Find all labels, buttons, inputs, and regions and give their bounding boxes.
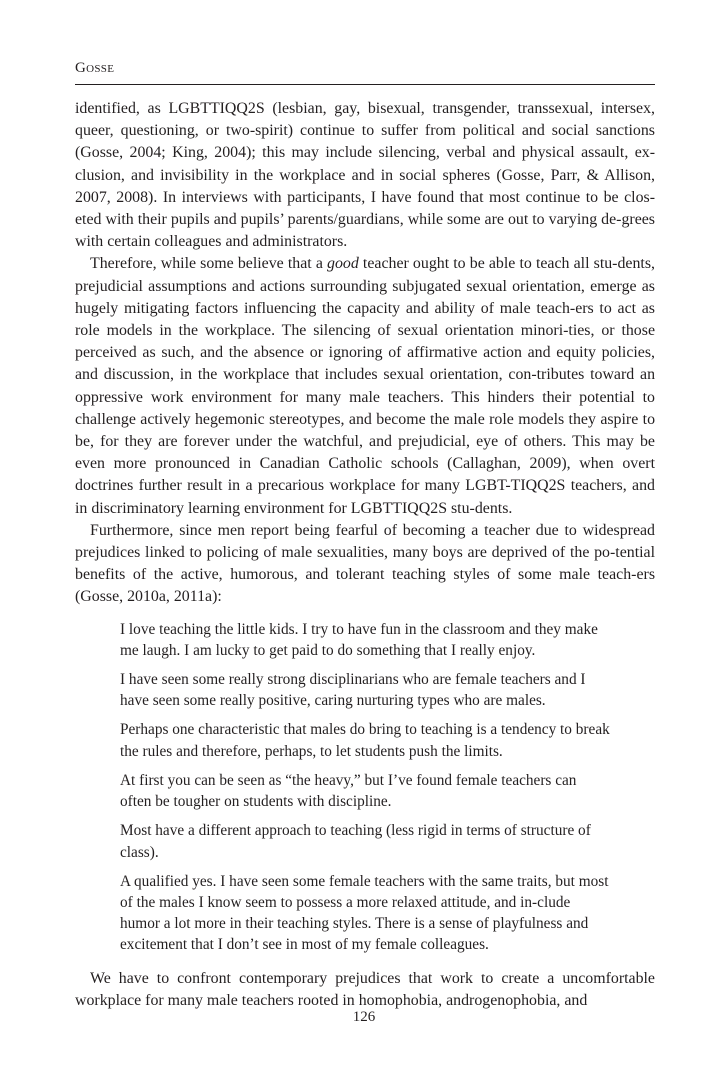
text-line: equity policies, and discussion, in the workplace that includes sexual orientation, con- [75, 344, 656, 384]
text-line: dents. [474, 499, 513, 517]
page-number: 126 [352, 1009, 376, 1025]
text-line: ers to act as role models in the workplace. The silencing of sexual orientation minori- [75, 299, 655, 340]
text-line: workplace for many male teachers rooted in homophobia, androgenophobia, and [75, 991, 588, 1009]
text-line: queer, questioning, or two-spirit) continue to suffer from political and social sanctions [75, 122, 655, 140]
quote-line: At first you can be seen as “the heavy,” but I’ve found female teachers can [120, 771, 577, 789]
paragraph-3 [75, 520, 655, 609]
text-line: ties, or those perceived as such, and the absence or ignoring of affirmative action and [75, 322, 655, 362]
text-line: their potential to challenge actively hegemonic stereotypes, and become the male role [75, 388, 655, 428]
paragraph-2 [75, 253, 655, 519]
quote-line: Perhaps one characteristic that males do bring to teaching is a tendency to [120, 721, 572, 739]
quote-line: Most have a different approach to teaching (less rigid in terms of structure of [120, 822, 591, 840]
text-line: dents, prejudicial assumptions and actions surrounding subjugated sexual orientation, [75, 255, 655, 295]
text-line: (Gosse, 2004; King, 2004); this may include silencing, verbal and physical assault, ex- [75, 144, 655, 162]
text-line: emerge as hugely mitigating factors influencing the capacity and ability of male teach- [75, 277, 655, 317]
text-line: Therefore, while some believe that a [90, 255, 328, 273]
quote-line: I love teaching the little kids. I try to have fun in the classroom and they make [120, 620, 598, 638]
text-line: 2007, 2008). In interviews with participants, I have found that most continue to be clos- [75, 188, 655, 206]
quote-line: A qualified yes. I have seen some female teachers with the same traits, but [120, 872, 575, 890]
quote-line: me laugh. I am lucky to get paid to do something that I really enjoy. [120, 641, 536, 659]
block-quote [120, 719, 610, 761]
paragraph-1 [75, 98, 655, 253]
text-line: 2009), when overt doctrines further result in a precarious workplace for many LGBT- [75, 455, 655, 495]
quote-line: most of the males I know seem to possess a more relaxed attitude, and in- [120, 872, 609, 911]
header-rule [75, 84, 655, 85]
block-quote [120, 871, 610, 956]
text-line: tributes toward an oppressive work environment for many male teachers. This hinders [75, 366, 656, 406]
text-line: tential benefits of the active, humorous, and tolerant teaching styles of some male teach- [75, 544, 655, 584]
text-line: of others. This may be even more pronounced in Canadian Catholic schools (Callaghan, [75, 433, 655, 473]
paragraph-4 [75, 968, 655, 1012]
block-quote [120, 619, 610, 661]
text-line: TIQQ2S teachers, and in discriminatory learning environment for LGBTTIQQ2S stu- [75, 477, 655, 517]
text-line: teacher ought to be able to teach all stu- [358, 255, 618, 273]
text-line: clusion, and invisibility in the workplace and in social spheres (Gosse, Parr, & Allison, [75, 166, 655, 184]
text-line: eted with their pupils and pupils’ parents/guardians, while some are out to varying de- [75, 211, 622, 229]
text-line: prejudices linked to policing of male sexualities, many boys are deprived of the po- [75, 544, 616, 562]
text-line: Furthermore, since men report being fearful of becoming a teacher due to widespread [90, 521, 655, 539]
text-line: identified, as LGBTTIQQ2S (lesbian, gay, bisexual, transgender, transsexual, intersex, [75, 100, 655, 117]
emphasis-word: good [327, 255, 359, 273]
block-quotes [120, 619, 610, 956]
quote-line: clude humor a lot more in their teaching styles. There is a sense of playfulness [120, 893, 571, 933]
text-line: models they aspire to be, for they are forever under the watchful, and prejudicial, eye [75, 410, 656, 451]
quote-line: class). [120, 843, 159, 861]
text-line: ers (Gosse, 2010a, 2011a): [75, 566, 655, 606]
block-quote [120, 820, 610, 862]
text-line: grees with certain colleagues and administrators. [75, 211, 655, 251]
running-head: Gosse [75, 60, 115, 76]
quote-line: break the rules and therefore, perhaps, to let students push the limits. [120, 721, 610, 760]
text-line: We have to confront contemporary prejudices that work to create a uncomfortable [90, 969, 655, 987]
body-text [75, 98, 655, 1012]
block-quote [120, 669, 610, 711]
quote-line: I have seen some really strong disciplinarians who are female teachers and I [120, 671, 586, 689]
block-quote [120, 770, 610, 812]
quote-line: often be tougher on students with discipline. [120, 793, 392, 811]
quote-line: have seen some really positive, caring nurturing types who are males. [120, 692, 546, 710]
quote-line: and excitement that I don’t see in most of my female colleagues. [120, 915, 589, 954]
